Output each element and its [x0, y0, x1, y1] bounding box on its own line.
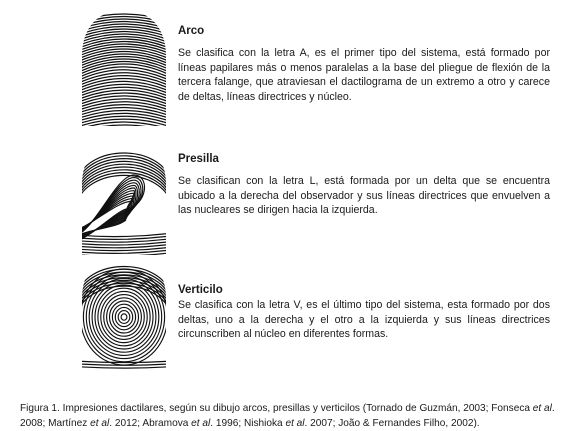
whorl-entry	[178, 283, 550, 342]
ridge-line	[110, 301, 139, 333]
ridge-line	[92, 282, 156, 352]
ridge-line	[76, 57, 172, 68]
ridge-line	[89, 279, 159, 356]
whorl-fingerprint-image	[76, 251, 172, 369]
caption-text: . 2012; Abramova	[109, 418, 192, 429]
whorl-description: Se clasifica con la letra V, es el último tipo del sistema, esta formado por dos deltas, uno a la derecha y el otro a la izquierda y sus líneas directrices circunscriben al núcleo en diferentes formas.	[178, 299, 550, 340]
caption-text: . 2007; João & Fernandes Filho, 2002).	[304, 418, 480, 429]
arch-entry	[178, 24, 550, 104]
figure-caption	[20, 401, 565, 431]
ridge-line	[107, 298, 142, 336]
caption-et-al: et al	[285, 418, 305, 429]
ridge-line	[101, 291, 147, 342]
caption-text: Figura 1. Impresiones dactilares, según su dibujo arcos, presillas y verticilos (Tornado de Guzmán, 2003; Fonseca	[20, 403, 533, 414]
arch-fingerprint-image	[76, 8, 172, 126]
whorl-title: Verticilo	[178, 284, 223, 296]
ridge-line	[76, 14, 172, 22]
caption-et-al: et al	[532, 403, 552, 414]
arch-description: Se clasifica con la letra A, es el primer tipo del sistema, está formado por líneas papilares más o menos paralelas a la base del pliegue de flexión de la tercera falange, que atraviesan el dactilograma de un extremo a otro y carece de deltas, líneas directrices y núcleo.	[178, 47, 550, 103]
loop-title: Presilla	[178, 153, 219, 165]
loop-entry	[178, 152, 550, 218]
whorl-fingerprint-icon	[76, 251, 172, 369]
loop-fingerprint-icon	[76, 137, 172, 255]
ridge-line	[112, 304, 135, 330]
ridge-line	[98, 288, 150, 346]
arch-fingerprint-icon	[76, 8, 172, 126]
caption-text: . 2008; Martínez	[20, 403, 555, 429]
loop-fingerprint-image	[76, 137, 172, 255]
ridge-line	[76, 59, 172, 71]
ridge-line	[76, 367, 172, 369]
ridge-line	[118, 311, 130, 324]
ridge-line	[121, 314, 127, 320]
caption-et-al: et al	[191, 418, 211, 429]
arch-title: Arco	[178, 25, 205, 37]
loop-description: Se clasifican con la letra L, está formada por un delta que se encuentra ubicado a la derecha del observador y sus líneas directrices que envuelven a las nucleares se dirigen hacia la izquierda.	[178, 175, 550, 216]
caption-et-al: et al	[90, 418, 110, 429]
caption-text: . 1996; Nishioka	[210, 418, 286, 429]
